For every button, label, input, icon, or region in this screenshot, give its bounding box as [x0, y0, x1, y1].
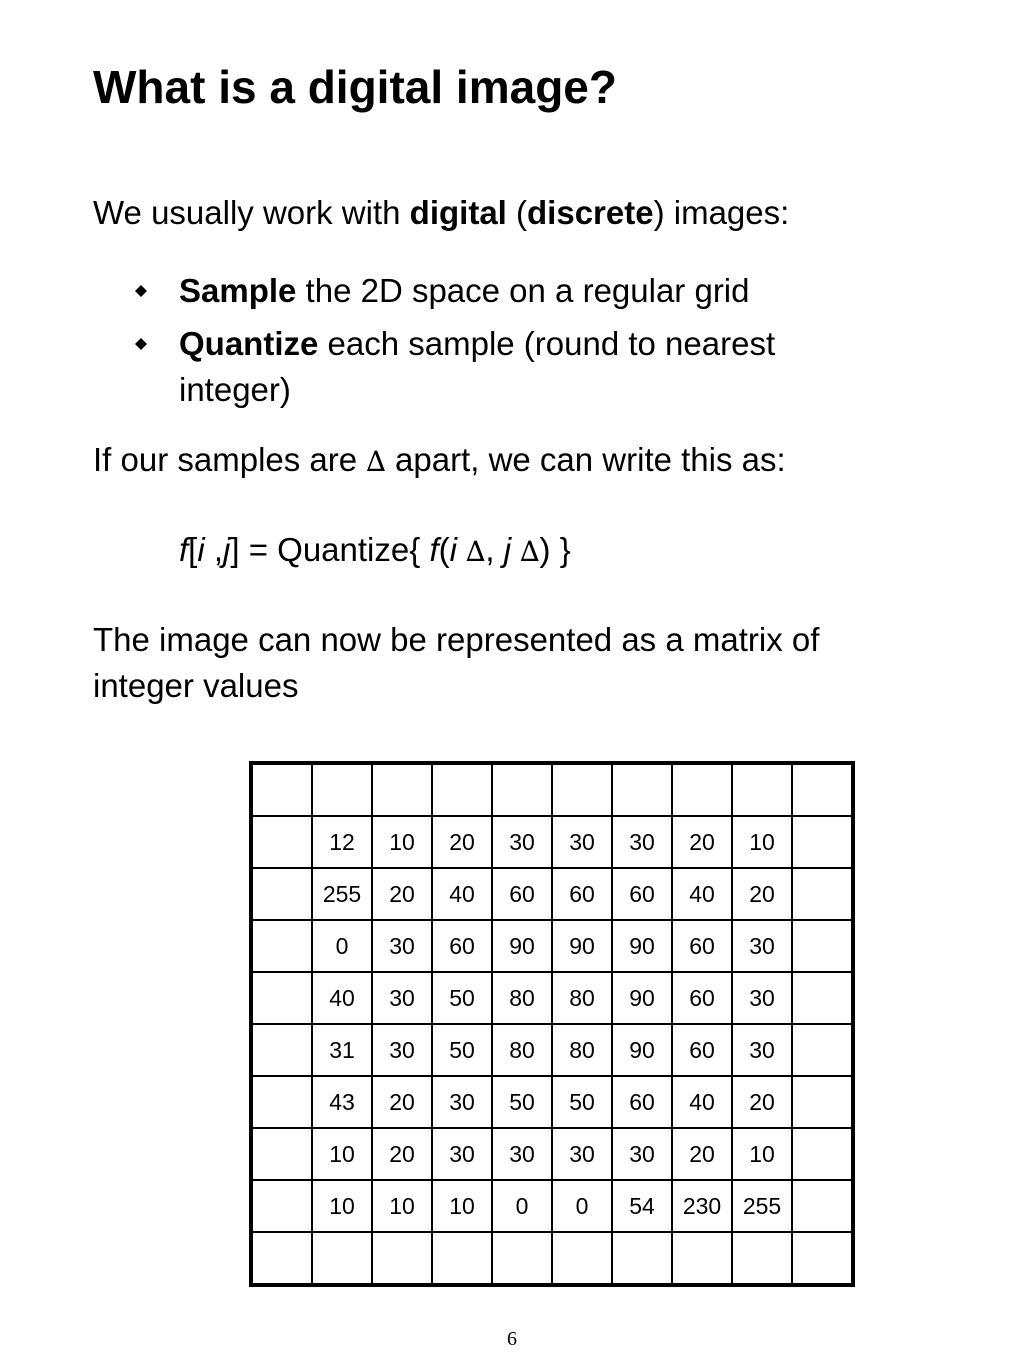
matrix-cell: 10 [312, 1180, 372, 1232]
matrix-cell: 60 [672, 920, 732, 972]
matrix-cell: 20 [372, 1128, 432, 1180]
matrix-cell: 20 [672, 1128, 732, 1180]
formula-quantize: ] = Quantize{ [230, 531, 430, 568]
formula-bracket: [ [188, 531, 198, 568]
matrix-cell [432, 1232, 492, 1285]
page-number: 6 [507, 1328, 517, 1350]
matrix-cell: 60 [612, 1076, 672, 1128]
matrix-cell: 80 [552, 1024, 612, 1076]
matrix-cell: 40 [432, 868, 492, 920]
matrix-cell [552, 1232, 612, 1285]
formula-j: j [223, 531, 231, 568]
matrix-cell: 20 [732, 1076, 792, 1128]
matrix-cell: 10 [732, 1128, 792, 1180]
matrix-cell: 10 [372, 816, 432, 868]
matrix-cell: 30 [552, 816, 612, 868]
matrix-cell: 31 [312, 1024, 372, 1076]
matrix-cell [312, 763, 372, 816]
matrix-cell: 80 [492, 1024, 552, 1076]
matrix-text-line2: integer values [93, 667, 299, 704]
intro-bold-discrete: discrete [527, 194, 654, 231]
matrix-row [251, 1024, 853, 1076]
matrix-cell: 30 [492, 816, 552, 868]
matrix-cell: 30 [732, 920, 792, 972]
matrix-cell [492, 1232, 552, 1285]
matrix-cell: 60 [492, 868, 552, 920]
matrix-cell: 43 [312, 1076, 372, 1128]
matrix-cell: 20 [672, 816, 732, 868]
matrix-row [251, 763, 853, 816]
matrix-cell: 30 [372, 972, 432, 1024]
matrix-cell [251, 763, 312, 816]
matrix-row [251, 1232, 853, 1285]
matrix-cell [792, 816, 853, 868]
formula-i: i [197, 531, 205, 568]
matrix-cell [251, 1128, 312, 1180]
matrix-cell: 90 [552, 920, 612, 972]
matrix-cell: 30 [432, 1076, 492, 1128]
matrix-cell: 60 [672, 1024, 732, 1076]
matrix-cell [792, 1076, 853, 1128]
matrix-cell [792, 1232, 853, 1285]
matrix-cell: 30 [372, 1024, 432, 1076]
matrix-cell: 12 [312, 816, 372, 868]
matrix-cell: 80 [552, 972, 612, 1024]
matrix-cell [251, 1232, 312, 1285]
matrix-cell [372, 763, 432, 816]
bullet-rest: each sample (round to nearest [318, 325, 776, 362]
matrix-cell [732, 763, 792, 816]
bullet-rest: the 2D space on a regular grid [296, 272, 750, 309]
intro-pre: We usually work with [93, 194, 410, 231]
matrix-row [251, 868, 853, 920]
spacing-pre: If our samples are [93, 441, 367, 478]
matrix-cell: 30 [732, 1024, 792, 1076]
matrix-cell: 80 [492, 972, 552, 1024]
matrix-cell: 20 [732, 868, 792, 920]
matrix-cell [251, 1076, 312, 1128]
intro-mid: ( [506, 194, 528, 231]
matrix-cell: 50 [432, 972, 492, 1024]
matrix-cell [552, 763, 612, 816]
matrix-cell [312, 1232, 372, 1285]
matrix-cell: 10 [732, 816, 792, 868]
matrix-row [251, 1128, 853, 1180]
formula-comma2: , [485, 531, 504, 568]
matrix-cell [672, 763, 732, 816]
bullet-bold: Sample [179, 272, 297, 309]
formula-i2: i [449, 531, 457, 568]
matrix-cell [612, 1232, 672, 1285]
intro-paragraph [93, 190, 789, 236]
formula-delta1: ∆ [456, 535, 486, 568]
matrix-cell: 60 [672, 972, 732, 1024]
matrix-cell [672, 1232, 732, 1285]
matrix-cell: 20 [372, 1076, 432, 1128]
matrix-cell: 50 [432, 1024, 492, 1076]
matrix-text-line1: The image can now be represented as a matrix of [93, 621, 820, 658]
matrix-cell: 30 [612, 816, 672, 868]
matrix-cell [792, 868, 853, 920]
matrix-cell: 40 [672, 868, 732, 920]
matrix-cell [792, 920, 853, 972]
matrix-row [251, 1180, 853, 1232]
spacing-paragraph [93, 437, 786, 485]
diamond-bullet-icon [134, 337, 148, 355]
formula-f2: f [429, 531, 439, 568]
matrix-cell [612, 763, 672, 816]
matrix-cell [432, 763, 492, 816]
matrix-cell: 60 [612, 868, 672, 920]
matrix-cell [792, 763, 853, 816]
matrix-cell: 10 [372, 1180, 432, 1232]
matrix-cell: 90 [612, 920, 672, 972]
matrix-cell [492, 763, 552, 816]
matrix-cell: 0 [312, 920, 372, 972]
matrix-row [251, 920, 853, 972]
matrix-cell: 20 [432, 816, 492, 868]
bullet-item-sample [179, 268, 750, 314]
matrix-cell [251, 868, 312, 920]
matrix-cell: 255 [312, 868, 372, 920]
matrix-cell: 230 [672, 1180, 732, 1232]
matrix-cell: 60 [552, 868, 612, 920]
formula-delta2: ∆ [511, 535, 540, 568]
intro-post: ) images: [653, 194, 790, 231]
matrix-cell: 10 [432, 1180, 492, 1232]
matrix-cell: 60 [432, 920, 492, 972]
matrix-cell: 30 [552, 1128, 612, 1180]
matrix-cell: 50 [552, 1076, 612, 1128]
spacing-post: apart, we can write this as: [385, 441, 786, 478]
matrix-cell: 255 [732, 1180, 792, 1232]
matrix-row [251, 972, 853, 1024]
pixel-matrix-table [249, 761, 855, 1287]
matrix-cell [372, 1232, 432, 1285]
matrix-cell: 0 [492, 1180, 552, 1232]
matrix-cell [251, 1180, 312, 1232]
matrix-cell [251, 816, 312, 868]
matrix-cell: 10 [312, 1128, 372, 1180]
matrix-cell: 54 [612, 1180, 672, 1232]
matrix-cell: 90 [612, 1024, 672, 1076]
matrix-cell [251, 972, 312, 1024]
page-title: What is a digital image? [93, 61, 617, 113]
matrix-row [251, 1076, 853, 1128]
matrix-cell: 40 [672, 1076, 732, 1128]
quantize-formula [179, 527, 571, 575]
matrix-cell: 50 [492, 1076, 552, 1128]
diamond-bullet-icon [134, 284, 148, 302]
matrix-cell [251, 920, 312, 972]
bullet-item-quantize [179, 321, 775, 367]
matrix-cell [732, 1232, 792, 1285]
matrix-cell: 30 [432, 1128, 492, 1180]
bullet-bold: Quantize [179, 325, 319, 362]
matrix-cell: 40 [312, 972, 372, 1024]
matrix-cell: 20 [372, 868, 432, 920]
matrix-cell [792, 1180, 853, 1232]
formula-paren: ( [438, 531, 450, 568]
intro-bold-digital: digital [409, 194, 507, 231]
formula-comma: , [204, 531, 224, 568]
matrix-cell: 90 [492, 920, 552, 972]
matrix-cell: 30 [612, 1128, 672, 1180]
matrix-cell: 90 [612, 972, 672, 1024]
matrix-cell [792, 1128, 853, 1180]
formula-f: f [179, 531, 189, 568]
matrix-cell [792, 972, 853, 1024]
matrix-cell [251, 1024, 312, 1076]
matrix-cell: 30 [372, 920, 432, 972]
bullet-item-quantize-continued: integer) [179, 371, 291, 408]
formula-close: ) } [539, 531, 571, 568]
formula-j2: j [503, 531, 512, 568]
matrix-cell: 30 [732, 972, 792, 1024]
delta-symbol: ∆ [366, 445, 386, 478]
matrix-cell [792, 1024, 853, 1076]
matrix-cell: 0 [552, 1180, 612, 1232]
matrix-cell: 30 [492, 1128, 552, 1180]
matrix-row [251, 816, 853, 868]
